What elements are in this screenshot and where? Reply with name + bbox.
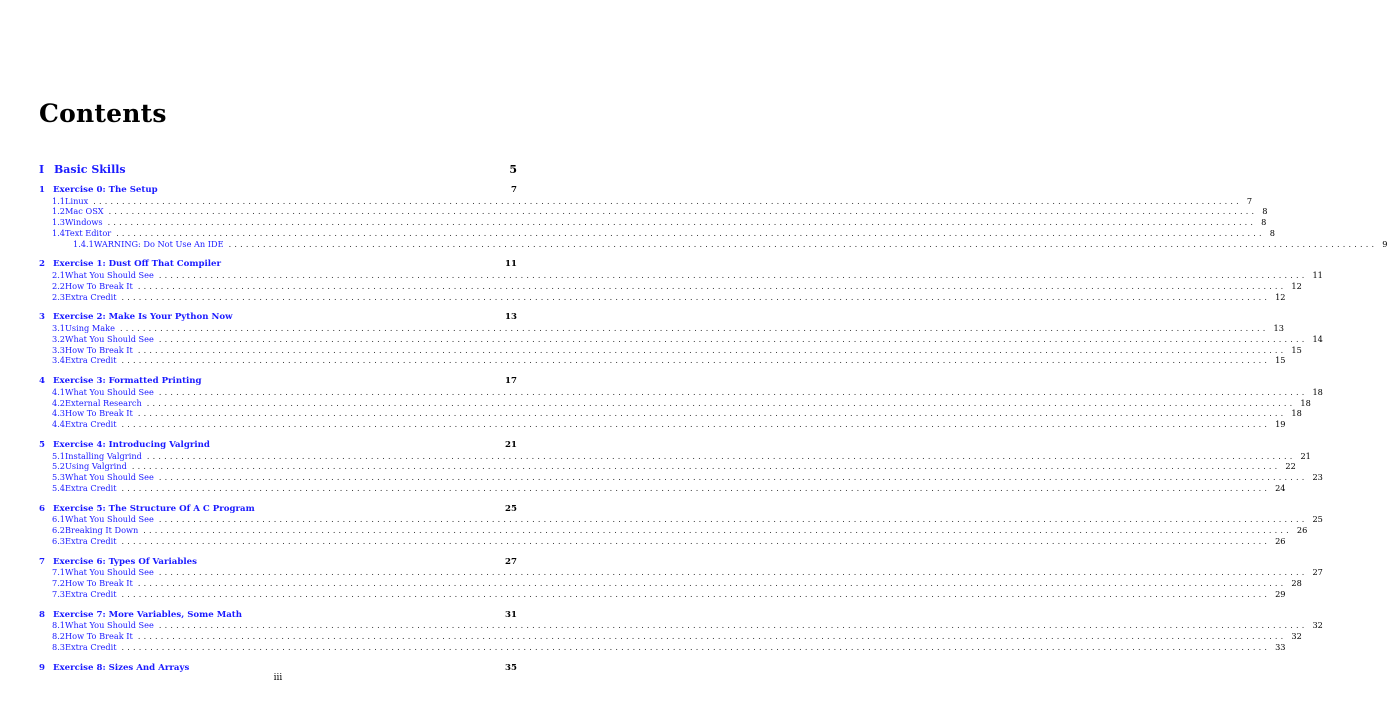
- toc-entry-chapter[interactable]: [39, 312, 517, 322]
- toc-entry-page: 12: [1275, 291, 1286, 302]
- toc-entry-title[interactable]: What You Should See: [65, 270, 154, 281]
- toc-entry-section[interactable]: [52, 344, 1302, 355]
- toc-entry-chapter[interactable]: [39, 259, 517, 269]
- toc-entry-page: 17: [505, 376, 517, 387]
- toc-entry-number: 6.2: [52, 524, 66, 535]
- toc-entry-page: 33: [1275, 641, 1286, 652]
- toc-entry-section[interactable]: [52, 620, 1323, 631]
- toc-entry-title[interactable]: Extra Credit: [65, 355, 117, 366]
- toc-entry-section[interactable]: [52, 270, 1323, 281]
- toc-entry-title[interactable]: Exercise 3: Formatted Printing: [53, 376, 202, 387]
- toc-entry-chapter[interactable]: [39, 504, 517, 514]
- toc-leader-dots: ........................................................................................................................................................................................................: [93, 196, 1242, 206]
- toc-leader-dots: ........................................................................................................................................................................................................: [158, 472, 1308, 482]
- toc-entry-page: 26: [1275, 535, 1286, 546]
- toc-leader-dots: ........................................................................................................................................................................................................: [137, 345, 1287, 355]
- toc-entry-number: 3.3: [52, 344, 66, 355]
- toc-entry-title[interactable]: Exercise 8: Sizes And Arrays: [53, 662, 190, 673]
- toc-entry-title[interactable]: Exercise 6: Types Of Variables: [53, 556, 197, 567]
- toc-entry-page: 9: [1382, 238, 1387, 249]
- toc-entry-page: 35: [505, 662, 517, 673]
- toc-leader-dots: ........................................................................................................................................................................................................: [108, 207, 1258, 217]
- toc-entry-subsection[interactable]: [73, 238, 1387, 249]
- toc-leader-dots: ........................................................................................................................................................................................................: [137, 631, 1287, 641]
- toc-leader-dots: ........................................................................................................................................................................................................: [116, 228, 1265, 238]
- toc-entry-title[interactable]: WARNING: Do Not Use An IDE: [93, 238, 224, 249]
- toc-entry-page: 18: [1300, 397, 1311, 408]
- toc-entry-number: 4.4: [52, 418, 66, 429]
- page-number-footer: iii: [273, 673, 283, 683]
- toc-leader-dots: ........................................................................................................................................................................................................: [119, 324, 1269, 334]
- toc-entry-title[interactable]: Extra Credit: [65, 418, 117, 429]
- toc-entry-title[interactable]: Text Editor: [65, 227, 112, 238]
- toc-entry-page: 12: [1291, 280, 1302, 291]
- toc-entry-section[interactable]: [52, 482, 1286, 493]
- toc-entry-section[interactable]: [52, 386, 1323, 397]
- toc-entry-number: 1.4: [52, 227, 66, 238]
- toc-entry-page: 18: [1312, 386, 1323, 397]
- toc-leader-dots: ........................................................................................................................................................................................................: [158, 271, 1308, 281]
- toc-entry-section[interactable]: [52, 291, 1286, 302]
- toc-entry-number: 6: [39, 503, 45, 514]
- toc-entry-part[interactable]: [39, 163, 517, 176]
- toc-entry-page: 7: [1246, 195, 1253, 206]
- toc-entry-title[interactable]: What You Should See: [65, 620, 154, 631]
- toc-entry-page: 14: [1312, 333, 1323, 344]
- toc-leader-dots: ........................................................................................................................................................................................................: [158, 568, 1308, 578]
- toc-entry-title[interactable]: Breaking It Down: [65, 524, 139, 535]
- toc-entry-number: 1.3: [52, 217, 66, 228]
- toc-entry-number: 8.1: [52, 620, 66, 631]
- toc-entry-title[interactable]: Windows: [65, 217, 103, 228]
- toc-entry-section[interactable]: [52, 323, 1284, 334]
- toc-entry-section[interactable]: [52, 450, 1311, 461]
- toc-entry-title[interactable]: Installing Valgrind: [65, 450, 142, 461]
- toc-entry-title[interactable]: Extra Credit: [65, 291, 117, 302]
- toc-entry-number: 4.2: [52, 397, 66, 408]
- toc-entry-page: 13: [1273, 323, 1284, 334]
- toc-entry-title[interactable]: Extra Credit: [65, 588, 117, 599]
- toc-entry-page: 32: [1312, 620, 1323, 631]
- toc-entry-number: I: [39, 163, 45, 176]
- toc-entry-section[interactable]: [52, 524, 1308, 535]
- toc-entry-title[interactable]: What You Should See: [65, 514, 154, 525]
- toc-leader-dots: ........................................................................................................................................................................................................: [146, 451, 1296, 461]
- toc-entry-number: 1: [39, 185, 45, 195]
- toc-leader-dots: ........................................................................................................................................................................................................: [121, 589, 1271, 599]
- toc-leader-dots: ........................................................................................................................................................................................................: [107, 218, 1257, 228]
- toc-leader-dots: ........................................................................................................................................................................................................: [121, 536, 1271, 546]
- toc-entry-number: 8.3: [52, 641, 66, 652]
- toc-entry-page: 25: [1312, 514, 1323, 525]
- toc-entry-page: 8: [1262, 206, 1268, 217]
- toc-entry-page: 18: [1291, 408, 1302, 419]
- toc-entry-section[interactable]: [52, 471, 1323, 482]
- toc-entry-title[interactable]: External Research: [65, 397, 142, 408]
- toc-entry-title[interactable]: Using Make: [65, 323, 115, 334]
- toc-entry-number: 9: [39, 662, 45, 673]
- toc-entry-number: 8.2: [52, 630, 66, 641]
- toc-entry-chapter[interactable]: [39, 185, 517, 195]
- toc-leader-dots: ........................................................................................................................................................................................................: [158, 334, 1308, 344]
- toc-entry-page: 15: [1275, 355, 1286, 366]
- toc-entry-number: 5.2: [52, 461, 66, 472]
- toc-entry-section[interactable]: [52, 206, 1268, 217]
- toc-entry-number: 2.1: [52, 270, 66, 281]
- toc-entry-number: 6.3: [52, 535, 66, 546]
- toc-entry-section[interactable]: [52, 588, 1286, 599]
- toc-entry-title[interactable]: Exercise 2: Make Is Your Python Now: [53, 312, 233, 323]
- toc-entry-page: 11: [1312, 270, 1323, 281]
- toc-leader-dots: ........................................................................................................................................................................................................: [121, 483, 1271, 493]
- toc-entry-number: 3.1: [52, 323, 66, 334]
- toc-leader-dots: ........................................................................................................................................................................................................: [158, 387, 1308, 397]
- toc-entry-title[interactable]: Extra Credit: [65, 641, 117, 652]
- toc-entry-number: 6.1: [52, 514, 66, 525]
- toc-entry-number: 7.3: [52, 588, 66, 599]
- toc-entry-page: 25: [505, 503, 517, 514]
- toc-entry-title[interactable]: What You Should See: [65, 386, 154, 397]
- toc-entry-title[interactable]: How To Break It: [65, 630, 133, 641]
- toc-entry-section[interactable]: [52, 567, 1323, 578]
- toc-leader-dots: ........................................................................................................................................................................................................: [137, 281, 1287, 291]
- toc-leader-dots: ........................................................................................................................................................................................................: [131, 462, 1281, 472]
- toc-entry-number: 7.2: [52, 577, 66, 588]
- toc-leader-dots: ........................................................................................................................................................................................................: [121, 356, 1271, 366]
- toc-entry-title[interactable]: How To Break It: [65, 408, 133, 419]
- toc-entry-chapter[interactable]: [39, 376, 517, 386]
- toc-entry-page: 23: [1312, 471, 1323, 482]
- toc-entry-number: 5.3: [52, 471, 66, 482]
- toc-entry-page: 19: [1275, 418, 1286, 429]
- toc-entry-page: 22: [1285, 461, 1296, 472]
- toc-entry-number: 4.1: [52, 386, 66, 397]
- toc-entry-title[interactable]: Mac OSX: [65, 206, 104, 217]
- toc-entry-number: 4.3: [52, 408, 66, 419]
- toc-entry-section[interactable]: [52, 227, 1275, 238]
- toc-entry-page: 7: [511, 185, 517, 195]
- toc-leader-dots: ........................................................................................................................................................................................................: [158, 515, 1308, 525]
- toc-entry-number: 3.4: [52, 355, 66, 366]
- toc-entry-number: 5: [39, 439, 45, 450]
- toc-entry-section[interactable]: [52, 280, 1302, 291]
- toc-entry-page: 8: [1269, 227, 1275, 238]
- toc-entry-chapter[interactable]: [39, 663, 517, 673]
- toc-entry-number: 2.2: [52, 280, 66, 291]
- toc-entry-number: 4: [39, 376, 45, 387]
- toc-entry-number: 1.4.1: [73, 238, 94, 249]
- toc-entry-number: 5.1: [52, 450, 66, 461]
- toc-entry-chapter[interactable]: [39, 610, 517, 620]
- toc-entry-title[interactable]: Extra Credit: [65, 482, 117, 493]
- toc-entry-number: 7: [39, 556, 45, 567]
- toc-entry-title[interactable]: Exercise 1: Dust Off That Compiler: [53, 259, 222, 270]
- toc-entry-title[interactable]: Exercise 5: The Structure Of A C Program: [53, 503, 255, 514]
- toc-leader-dots: ........................................................................................................................................................................................................: [228, 239, 1378, 249]
- toc-entry-page: 32: [1291, 630, 1302, 641]
- toc-entry-number: 8: [39, 609, 45, 620]
- toc-entry-number: 2: [39, 259, 45, 270]
- toc-entry-page: 5: [509, 163, 517, 176]
- toc-entry-title[interactable]: How To Break It: [65, 344, 133, 355]
- toc-entry-title[interactable]: What You Should See: [65, 333, 154, 344]
- toc-entry-page: 13: [505, 312, 517, 323]
- toc-entry-page: 15: [1291, 344, 1302, 355]
- toc-entry-page: 24: [1275, 482, 1286, 493]
- toc-entry-page: 21: [505, 439, 517, 450]
- toc-entry-title[interactable]: Basic Skills: [54, 163, 126, 176]
- toc-entry-section[interactable]: [52, 355, 1286, 366]
- toc-entry-page: 26: [1296, 524, 1308, 535]
- toc-leader-dots: ........................................................................................................................................................................................................: [143, 525, 1292, 535]
- toc-entry-page: 31: [505, 609, 517, 620]
- toc-entry-title[interactable]: How To Break It: [65, 280, 133, 291]
- page-title: Contents: [39, 99, 167, 128]
- toc-entry-title[interactable]: What You Should See: [65, 567, 154, 578]
- toc-entry-section[interactable]: [52, 333, 1323, 344]
- toc-entry-page: 8: [1261, 217, 1267, 228]
- toc-entry-number: 2.3: [52, 291, 66, 302]
- toc-entry-title[interactable]: Exercise 7: More Variables, Some Math: [53, 609, 242, 620]
- toc-entry-page: 27: [505, 556, 517, 567]
- toc-entry-number: 1.1: [52, 195, 66, 206]
- toc-entry-number: 1.2: [52, 206, 66, 217]
- toc-entry-page: 29: [1275, 588, 1286, 599]
- toc-entry-number: 7.1: [52, 567, 66, 578]
- toc-entry-page: 27: [1312, 567, 1323, 578]
- toc-entry-section[interactable]: [52, 408, 1302, 419]
- toc-leader-dots: ........................................................................................................................................................................................................: [121, 642, 1271, 652]
- toc-entry-section[interactable]: [52, 514, 1323, 525]
- toc-leader-dots: ........................................................................................................................................................................................................: [137, 409, 1287, 419]
- toc-entry-title[interactable]: Using Valgrind: [65, 461, 127, 472]
- toc-entry-section[interactable]: [52, 217, 1267, 228]
- toc-entry-number: 3.2: [52, 333, 66, 344]
- toc-entry-section[interactable]: [52, 535, 1286, 546]
- toc-entry-title[interactable]: Exercise 0: The Setup: [53, 185, 158, 195]
- toc-entry-number: 3: [39, 312, 45, 323]
- toc-leader-dots: ........................................................................................................................................................................................................: [158, 621, 1308, 631]
- toc-entry-section[interactable]: [52, 461, 1296, 472]
- toc-entry-title[interactable]: Extra Credit: [65, 535, 117, 546]
- toc-entry-title[interactable]: How To Break It: [65, 577, 133, 588]
- toc-entry-section[interactable]: [52, 397, 1311, 408]
- toc-entry-number: 5.4: [52, 482, 66, 493]
- toc-leader-dots: ........................................................................................................................................................................................................: [121, 292, 1271, 302]
- toc-entry-section[interactable]: [52, 641, 1286, 652]
- toc-entry-page: 21: [1300, 450, 1311, 461]
- toc-entry-title[interactable]: What You Should See: [65, 471, 154, 482]
- toc-entry-title[interactable]: Linux: [65, 195, 89, 206]
- toc-leader-dots: ........................................................................................................................................................................................................: [146, 398, 1296, 408]
- toc-leader-dots: ........................................................................................................................................................................................................: [121, 419, 1271, 429]
- toc-entry-title[interactable]: Exercise 4: Introducing Valgrind: [53, 439, 210, 450]
- toc-entry-chapter[interactable]: [39, 440, 517, 450]
- toc-entry-chapter[interactable]: [39, 557, 517, 567]
- toc-entry-page: 28: [1291, 577, 1302, 588]
- toc-entry-page: 11: [505, 259, 517, 270]
- toc-leader-dots: ........................................................................................................................................................................................................: [137, 578, 1287, 588]
- toc-entry-section[interactable]: [52, 195, 1253, 206]
- toc-entry-section[interactable]: [52, 630, 1302, 641]
- toc-entry-section[interactable]: [52, 577, 1302, 588]
- toc-entry-section[interactable]: [52, 418, 1286, 429]
